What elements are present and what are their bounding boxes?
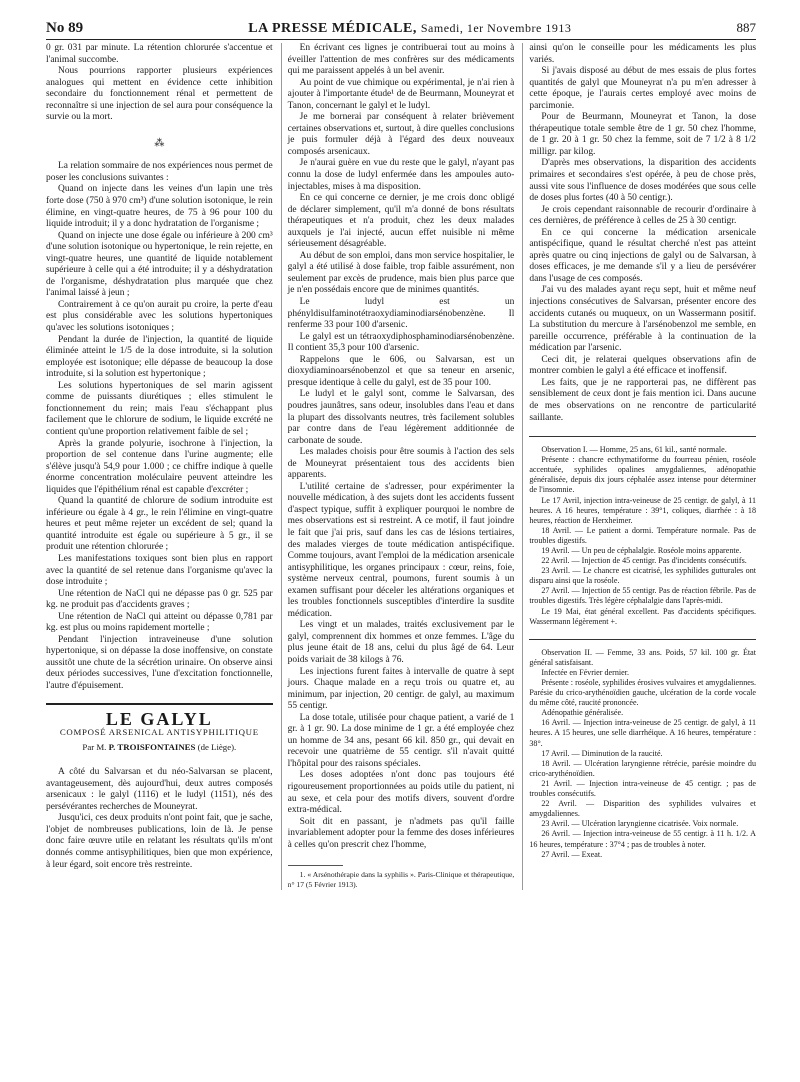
paragraph: Je me bornerai par conséquent à relater brièvement certaines observations et, surtout, à dire quelles conclusions je puis formuler déjà à l'égard des deux nouveaux composés arsenicaux.	[287, 112, 515, 157]
observation-line: 26 Avril. — Injection intra-veineuse de 55 centigr. à 11 h. 1/2. A 16 heures, température : 37°4 ; pas de troubles à noter.	[529, 829, 757, 849]
section-divider	[529, 639, 756, 640]
columns	[46, 43, 756, 890]
observation-line: Observation II. — Femme, 33 ans. Poids, 57 kil. 100 gr. État général satisfaisant.	[529, 647, 757, 667]
observation-line: 18 Avril. — Ulcération laryngienne rétrécie, parésie moindre du crico-arythénoïdien.	[529, 758, 757, 778]
paragraph: Jusqu'ici, ces deux produits n'ont point fait, que je sache, l'objet de nombreuses publications, loin de là. Je pense donc faire œuvre utile en relatant les résultats qu'ils m'ont donnés comme antisyphilitiques, bien que mon expérience, à leur égard, soit encore très restreinte.	[46, 813, 273, 870]
author-affiliation: (de Liège).	[197, 741, 237, 752]
footnote-text: 1. « Arsénothérapie dans la syphilis ». Paris-Clinique et thérapeutique, n° 17 (5 Février 1913).	[287, 870, 515, 890]
paragraph: Les solutions hypertoniques de sel marin agissent comme de puissants diurétiques ; elles stimulent le fonctionnement du rein; mais l'eau s'échappant plus facilement que le chlorure de sodium, le liquide excrété ne contient qu'une proportion relativement faible de sel ;	[46, 380, 273, 437]
paragraph: D'après mes observations, la disparition des accidents primaires et secondaires s'est opérée, à peu de chose près, aussi vite sous l'influence de doses modérées que sous celle de doses plus fortes (40 à 50 centigr.).	[529, 158, 757, 204]
column-2	[281, 43, 515, 890]
paragraph: Si j'avais disposé au début de mes essais de plus fortes quantités de galyl que Mouneyrat n'a pu m'en adresser à cette époque, je l'aurais certes employé avec moins de parcimonie.	[529, 66, 757, 111]
article-author	[46, 742, 273, 754]
paragraph: Je crois cependant raisonnable de recourir d'ordinaire à ces dernières, de préférence à celles de 25 à 30 centigr.	[529, 204, 757, 227]
paragraph: Quand on injecte dans les veines d'un lapin une très forte dose (750 à 970 cm³) d'une solution isotonique, le rein élimine, en vingt-quatre heures, de 75 à 96 pour 100 du liquide introduit; il y a donc hydratation de l'organisme ;	[46, 184, 273, 230]
author-prefix: Par M.	[82, 741, 107, 752]
paragraph: Rappelons que le 606, ou Salvarsan, est un dioxydiaminoarsénobenzol et que sa teneur en arsenic, presque identique à celle du galyl, est de 35 pour 100.	[287, 354, 515, 388]
observation-line: Observation I. — Homme, 25 ans, 61 kil., santé normale.	[541, 445, 727, 455]
paragraph: La relation sommaire de nos expériences nous permet de poser les conclusions suivantes :	[46, 161, 273, 183]
paragraph: 0 gr. 031 par minute. La rétention chlorurée s'accentue et l'animal succombe.	[46, 43, 273, 65]
paragraph: Au début de son emploi, dans mon service hospitalier, le galyl a été utilisé à dose faible, trop faible assurément, non seulement par excès de prudence, mais bien plus parce que je n'en possédais encore que de minimes quantités.	[287, 250, 515, 296]
paragraph: Ceci dit, je relaterai quelques observations afin de montrer combien le galyl a été efficace et inoffensif.	[529, 354, 757, 377]
observation-line: Adénopathie généralisée.	[541, 708, 624, 718]
author-name: P. TROISFONTAINES	[108, 741, 196, 752]
column-3	[522, 43, 756, 890]
issue-date: Samedi, 1er Novembre 1913	[420, 21, 572, 35]
footnote	[288, 870, 515, 890]
paragraph: Les malades choisis pour être soumis à l'action des sels de Mouneyrat présentaient tous des accidents bien apparents.	[287, 447, 515, 481]
paragraph: Au point de vue chimique ou expérimental, je n'ai rien à ajouter à l'importante étude¹ de de Beurmann, Mouneyrat et Tanon, concernant le galyl et le ludyl.	[287, 77, 515, 111]
masthead	[248, 21, 571, 37]
article-divider	[46, 703, 273, 705]
issue-number: No 89	[46, 20, 84, 36]
paragraph: Le ludyl et le galyl sont, comme le Salvarsan, des poudres jaunâtres, sans odeur, insolubles dans l'eau et dans la plupart des dissolvants neutres, très facilement solubles par contre dans de l'eau légèrement additionnée de carbonate de soude.	[287, 389, 515, 446]
observation-line: Infectée en Février dernier.	[541, 667, 629, 677]
observation-line: Le 17 Avril, injection intra-veineuse de 25 centigr. de galyl, à 11 heures. A 16 heures, température : 39°1, coliques, diarrhée : à 18 heures, réaction de Herxheimer.	[529, 495, 757, 525]
observation-1	[529, 445, 756, 627]
paragraph: Pendant la durée de l'injection, la quantité de liquide éliminée atteint le 1/5 de la dose introduite, si la solution employée est isotonique; elle dépasse de beaucoup la dose introduite, si la solution est hypertonique ;	[46, 334, 273, 380]
observation-line: 17 Avril. — Diminution de la raucité.	[541, 748, 663, 758]
paragraph: Les faits, que je ne rapporterai pas, ne diffèrent pas sensiblement de ceux dont je fais mention ici. Dans aucune de mes observations on ne rencontre de particularité saillante.	[529, 377, 757, 423]
paragraph: Quand on injecte une dose égale ou inférieure à 200 cm³ d'une solution isotonique ou hypertonique, le rein rejette, en vingt-quatre heures, une quantité de liquide notablement supérieure à celle qui a été introduite; il y a déshydratation de l'organisme, déshydratation plus marquée que chez l'animal laissé à jeun ;	[46, 230, 273, 299]
observation-line: Présente : chancre ecthymatiforme du fourreau pénien, roséole accentuée, syphilides opalines amygdaliennes, adénopathie généralisée, depuis dix jours céphalée assez intense pour déterminer de l'insomnie.	[529, 455, 757, 495]
paragraph: Pour de Beurmann, Mouneyrat et Tanon, la dose thérapeutique totale semble être de 1 gr. 50 chez l'homme, de 1 gr. 20 à 1 gr. 50 chez la femme, soit de 7 1/2 à 8 1/2 milligr. par kilog.	[529, 112, 757, 157]
paragraph: Soit dit en passant, je n'admets pas qu'il faille invariablement adopter pour la femme des doses inférieures à celles qu'on prescrit chez l'homme,	[287, 816, 515, 850]
paragraph: Après la grande polyurie, isochrone à l'injection, la proportion de sel contenue dans l'urine augmente; elle s'élève jusqu'à 54,9 pour 1.000 ; ce chiffre indique à quelle énorme concentration moléculaire peuvent atteindre les liquides que l'épithélium rénal est capable d'excréter ;	[46, 438, 273, 495]
paragraph: En écrivant ces lignes je contribuerai tout au moins à éveiller l'attention de mes confrères sur des médicaments qui me paraissent appelés à un bel avenir.	[287, 43, 515, 77]
paragraph: Le ludyl est un phényldisulfaminotétraoxydiaminodiarsénobenzène. Il renferme 33 pour 100 d'arsenic.	[287, 297, 515, 331]
paragraph: Je n'aurai guère en vue du reste que le galyl, n'ayant pas connu la dose de ludyl enfermée dans les ampoules auto-injectables, mises à ma disposition.	[287, 158, 515, 192]
paragraph: J'ai vu des malades ayant reçu sept, huit et même neuf injections consécutives de Salvarsan, présenter encore des accidents cutanés ou muqueux, on un Wassermann positif. La substitution du mercure à l'arsénobenzol me semble, en pareille occurrence, préférable à la continuation de la médication par l'arsenic.	[529, 285, 757, 354]
observation-line: 22 Avril. — Injection de 45 centigr. Pas d'incidents consécutifs.	[541, 556, 747, 566]
paragraph: L'utilité certaine de s'adresser, pour expérimenter la nouvelle médication, à des sujets dont les accidents fussent d'aspect typique, suffit à expliquer pourquoi le nombre de mes observations est si restreint. A ce motif, il faut joindre le fait que j'ai pris, sauf dans les cas de lésions tertiaires, des malades vierges de toute médication antispécifique. Comme toujours, avant l'emploi de la médication arsenicale antisyphilitique, les organes principaux : cœur, reins, foie, système nerveux central, poumons, furent soumis à un examen suffisant pour déceler les altérations organiques et les troubles fonctionnels susceptibles d'interdire la susdite médication.	[287, 481, 515, 619]
paragraph: Quand la quantité de chlorure de sodium introduite est inférieure ou égale à 4 gr., le rein l'élimine en vingt-quatre heures et peut même rejeter un excédent de sel; quand la quantité introduite est égale ou supérieure à 5 gr., il se produit une rétention chlorurée ;	[46, 496, 273, 553]
paragraph: Les injections furent faites à intervalle de quatre à sept jours. Chaque malade en a reçu trois ou quatre et, au minimum, par injection, 20 centigr. de galyl, au maximum 55 centigr.	[287, 666, 515, 712]
observation-line: 22 Avril. — Disparition des syphilides vulvaires et amygdaliennes.	[529, 799, 757, 819]
paragraph: En ce qui concerne la médication arsenicale antispécifique, quand le résultat cherché n'est pas atteint après quatre ou cinq injections de galyl ou de Salvarsan, à doses efficaces, je me demande s'il y a lieu de persévérer dans l'usage de ces composés.	[529, 227, 757, 284]
paragraph: Les manifestations toxiques sont bien plus en rapport avec la quantité de sel retenue dans l'organisme qu'avec la dose introduite ;	[46, 553, 273, 588]
observation-line: Présente : roséole, syphilides érosives vulvaires et amygdaliennes. Parésie du crico-arythénoïdien gauche, ulcération de la corde vocale du même côté, raucité prononcée.	[529, 678, 757, 708]
column-1	[46, 43, 273, 890]
page-number: 887	[736, 20, 756, 35]
observation-line: 19 Avril. — Un peu de céphalalgie. Roséole moins apparente.	[541, 545, 742, 555]
paragraph: Contrairement à ce qu'on aurait pu croire, la perte d'eau est plus considérable avec les solutions hypertoniques qu'avec les solutions isotoniques ;	[46, 299, 273, 334]
paragraph: Le galyl est un tétraoxydiphosphaminodiarsénobenzène. Il contient 35,3 pour 100 d'arsenic.	[287, 331, 515, 354]
asterism-separator: ⁂	[154, 137, 165, 149]
observation-line: 21 Avril. — Injection intra-veineuse de 45 centigr. ; pas de troubles consécutifs.	[529, 778, 757, 799]
article-title: LE GALYL	[105, 708, 213, 729]
paragraph: Nous pourrions rapporter plusieurs expériences analogues qui mettent en évidence cette inhibition secondaire du fonctionnement rénal et permettent de reconnaître si une injection de sel aura pour conséquence la survie ou la mort.	[46, 66, 273, 123]
paragraph: A côté du Salvarsan et du néo-Salvarsan se placent, avantageusement, dès aujourd'hui, deux autres composés arsenicaux : le galyl (1116) et le ludyl (1151), nés des persévérantes recherches de Mouneyrat.	[46, 767, 273, 812]
paragraph: Pendant l'injection intraveineuse d'une solution hypertonique, si on dépasse la dose inoffensive, on constate aussitôt une chute de la sécrétion urinaire. On observe ainsi deux périodes successives, l'une d'excitation fonctionnelle, l'autre d'épuisement.	[46, 634, 273, 691]
observation-line: 16 Avril. — Injection intra-veineuse de 25 centigr. de galyl, à 11 heures. A 15 heures, une selle diarrhéique. A 16 heures, température : 38°.	[529, 718, 757, 748]
observation-line: Le 19 Mai, état général excellent. Pas d'accidents spécifiques. Wassermann légèrement +.	[529, 606, 757, 626]
observation-line: 27 Avril. — Injection de 55 centigr. Pas de réaction fébrile. Pas de troubles digestifs. Très légère céphalalgie dans l'après-midi.	[529, 586, 757, 606]
footnote-divider	[288, 865, 343, 866]
observation-line: 27 Avril. — Exeat.	[541, 849, 603, 859]
paragraph: ainsi qu'on le conseille pour les médicaments les plus variés.	[529, 43, 757, 65]
paragraph: Une rétention de NaCl qui atteint ou dépasse 0,781 par kg. est plus ou moins rapidement mortelle ;	[46, 611, 273, 634]
paragraph: La dose totale, utilisée pour chaque patient, a varié de 1 gr. à 1 gr. 90. La dose minime de 1 gr. a été employée chez un homme de 34 ans, pesant 66 kil. 850 gr., qui devait en recevoir une quatrième de 55 centigr. s'il n'avait quitté l'hôpital pour des raisons spéciales.	[287, 712, 515, 769]
paragraph: Les vingt et un malades, traités exclusivement par le galyl, comprennent dix hommes et onze femmes. L'âge du plus jeune était de 18 ans, celui du plus âgé de 64. Leur poids variait de 38 kilogs à 76.	[287, 620, 515, 665]
paragraph: En ce qui concerne ce dernier, je me crois donc obligé de déclarer simplement, qu'il m'a donné de bons résultats thérapeutiques et n'a produit, chez les deux malades auxquels je l'ai injecté, aucun effet nuisible ni même sérieusement désagréable.	[287, 193, 515, 250]
paragraph: Une rétention de NaCl qui ne dépasse pas 0 gr. 525 par kg. ne produit pas d'accidents graves ;	[46, 588, 273, 611]
observation-line: 23 Avril. — Ulcération laryngienne cicatrisée. Voix normale.	[541, 819, 739, 829]
paragraph: Les doses adoptées n'ont donc pas toujours été rigoureusement proportionnées au poids utile du patient, ni au sexe, et cela pour des motifs divers, souvent d'ordre extra-médical.	[287, 770, 515, 816]
journal-name: LA PRESSE MÉDICALE,	[248, 21, 417, 36]
section-divider	[529, 436, 756, 437]
observation-line: 18 Avril. — Le patient a dormi. Température normale. Pas de troubles digestifs.	[529, 525, 757, 545]
article-subtitle: COMPOSÉ ARSENICAL ANTISYPHILITIQUE	[59, 727, 259, 738]
observation-line: 23 Avril. — Le chancre est cicatrisé, les syphilides gutturales ont disparu ainsi que la roséole.	[529, 566, 757, 586]
observation-2	[529, 648, 756, 860]
page-header	[46, 20, 756, 40]
